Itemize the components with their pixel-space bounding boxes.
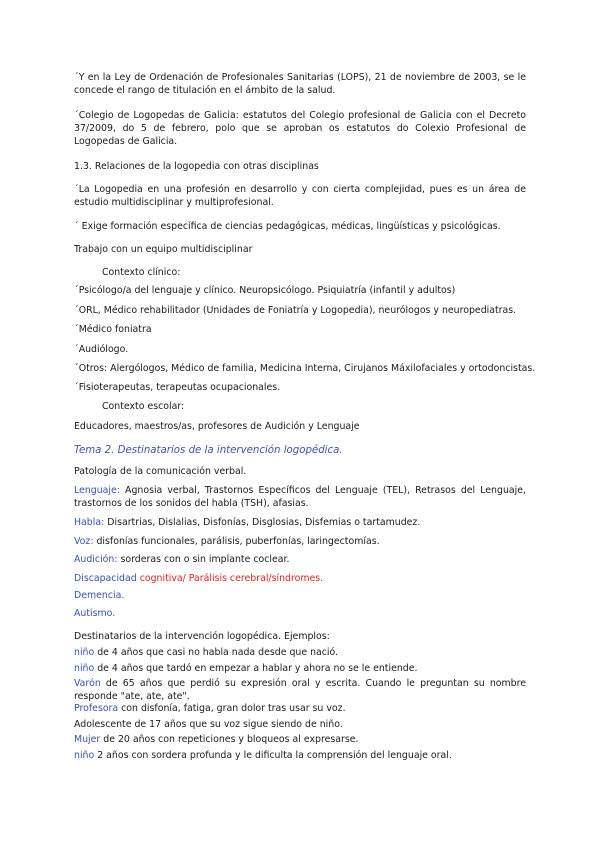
category-lenguaje: [74, 484, 526, 510]
example-text: con disfonía, fatiga, gran dolor tras usar su voz.: [118, 703, 346, 714]
category-label: Lenguaje:: [74, 485, 120, 496]
example-text: de 4 años que tardó en empezar a hablar y ahora no se le entiende.: [94, 663, 418, 674]
list-item: ´ORL, Médico rehabilitador (Unidades de Foniatría y Logopedia), neurólogos y neuropediatras.: [74, 305, 517, 316]
example-text: 2 años con sordera profunda y le dificulta la comprensión del lenguaje oral.: [94, 750, 452, 761]
example-text: de 20 años con repeticiones y bloqueos al expresarse.: [100, 734, 359, 745]
example-label: niño: [74, 750, 95, 761]
examples-heading: Destinatarios de la intervención logopédica. Ejemplos:: [74, 631, 330, 642]
example-label: niño: [74, 647, 95, 658]
list-item: ´Audiólogo.: [74, 344, 129, 355]
category-label: Habla:: [74, 517, 105, 528]
subheading-clinico: Contexto clínico:: [102, 267, 181, 278]
category-label: Discapacidad: [74, 573, 137, 584]
example-label: Mujer: [74, 734, 101, 745]
category-audicion: [74, 553, 526, 566]
subheading-escolar: Contexto escolar:: [102, 401, 185, 412]
list-item: Educadores, maestros/as, profesores de Audición y Lenguaje: [74, 421, 360, 432]
example-item: [74, 702, 526, 715]
category-voz: [74, 535, 526, 548]
example-item: [74, 677, 526, 703]
paragraph-patologia: Patología de la comunicación verbal.: [74, 466, 247, 477]
list-item: ´Otros: Alergólogos, Médico de familia, Medicina Interna, Cirujanos Máxilofaciales y ortodoncistas.: [74, 363, 536, 374]
paragraph-formacion: ´ Exige formación específica de ciencias pedagógicas, médicas, lingüísticas y psicológicas.: [74, 221, 501, 232]
category-autismo: Autismo.: [74, 608, 116, 619]
category-text: Disartrias, Dislalias, Disfonías, Disglosias, Disfemias o tartamudez.: [104, 517, 421, 528]
list-item: ´Fisioterapeutas, terapeutas ocupacionales.: [74, 382, 281, 393]
example-item: [74, 662, 526, 675]
category-text: disfonías funcionales, parálisis, puberfonías, laringectomías.: [93, 536, 380, 547]
category-text: cognitiva/ Parálisis cerebral/síndromes.: [136, 573, 324, 584]
paragraph-lops: ´Y en la Ley de Ordenación de Profesionales Sanitarias (LOPS), 21 de noviembre de 2003, se le concede el rango de titulación en el ámbito de la salud.: [74, 72, 526, 96]
example-item: [74, 749, 526, 762]
example-item: [74, 646, 526, 659]
example-item: [74, 718, 526, 731]
category-label: Voz:: [74, 536, 94, 547]
example-item: [74, 733, 526, 746]
example-text: de 65 años que perdió su expresión oral y escrita. Cuando le preguntan su nombre responde "ate, ate, ate".: [74, 678, 526, 702]
category-discapacidad: [74, 572, 526, 585]
topic-heading: Tema 2. Destinatarios de la intervención logopédica.: [74, 445, 343, 456]
example-label: Profesora: [74, 703, 119, 714]
paragraph-colegio: ´Colegio de Logopedas de Galicia: estatutos del Colegio profesional de Galicia con el Decreto 37/2009, do 5 de febrero, polo que se aproban os estatutos do Colexio Profesional de Logopedas de Galicia.: [74, 110, 526, 147]
list-item: ´Médico foniatra: [74, 324, 152, 335]
category-habla: [74, 516, 526, 529]
example-label: Varón: [74, 678, 101, 689]
category-text: Agnosia verbal, Trastornos Específicos del Lenguaje (TEL), Retrasos del Lenguaje, trastornos de los sonidos del habla (TSH), afasias.: [74, 485, 526, 509]
example-label: niño: [74, 663, 95, 674]
section-heading: 1.3. Relaciones de la logopedia con otras disciplinas: [74, 161, 319, 172]
example-text: de 4 años que casi no habla nada desde que nació.: [94, 647, 339, 658]
example-text: Adolescente de 17 años que su voz sigue siendo de niño.: [74, 719, 343, 730]
paragraph-equipo: Trabajo con un equipo multidisciplinar: [74, 244, 253, 255]
category-text: sorderas con o sin implante coclear.: [117, 554, 290, 565]
list-item: ´Psicólogo/a del lenguaje y clínico. Neuropsicólogo. Psiquiatría (infantil y adultos): [74, 285, 456, 296]
category-label: Audición:: [74, 554, 118, 565]
category-demencia: Demencia.: [74, 590, 125, 601]
paragraph-logopedia: ´La Logopedia en una profesión en desarrollo y con cierta complejidad, pues es un área de estudio multidisciplinar y multiprofesional.: [74, 184, 526, 208]
